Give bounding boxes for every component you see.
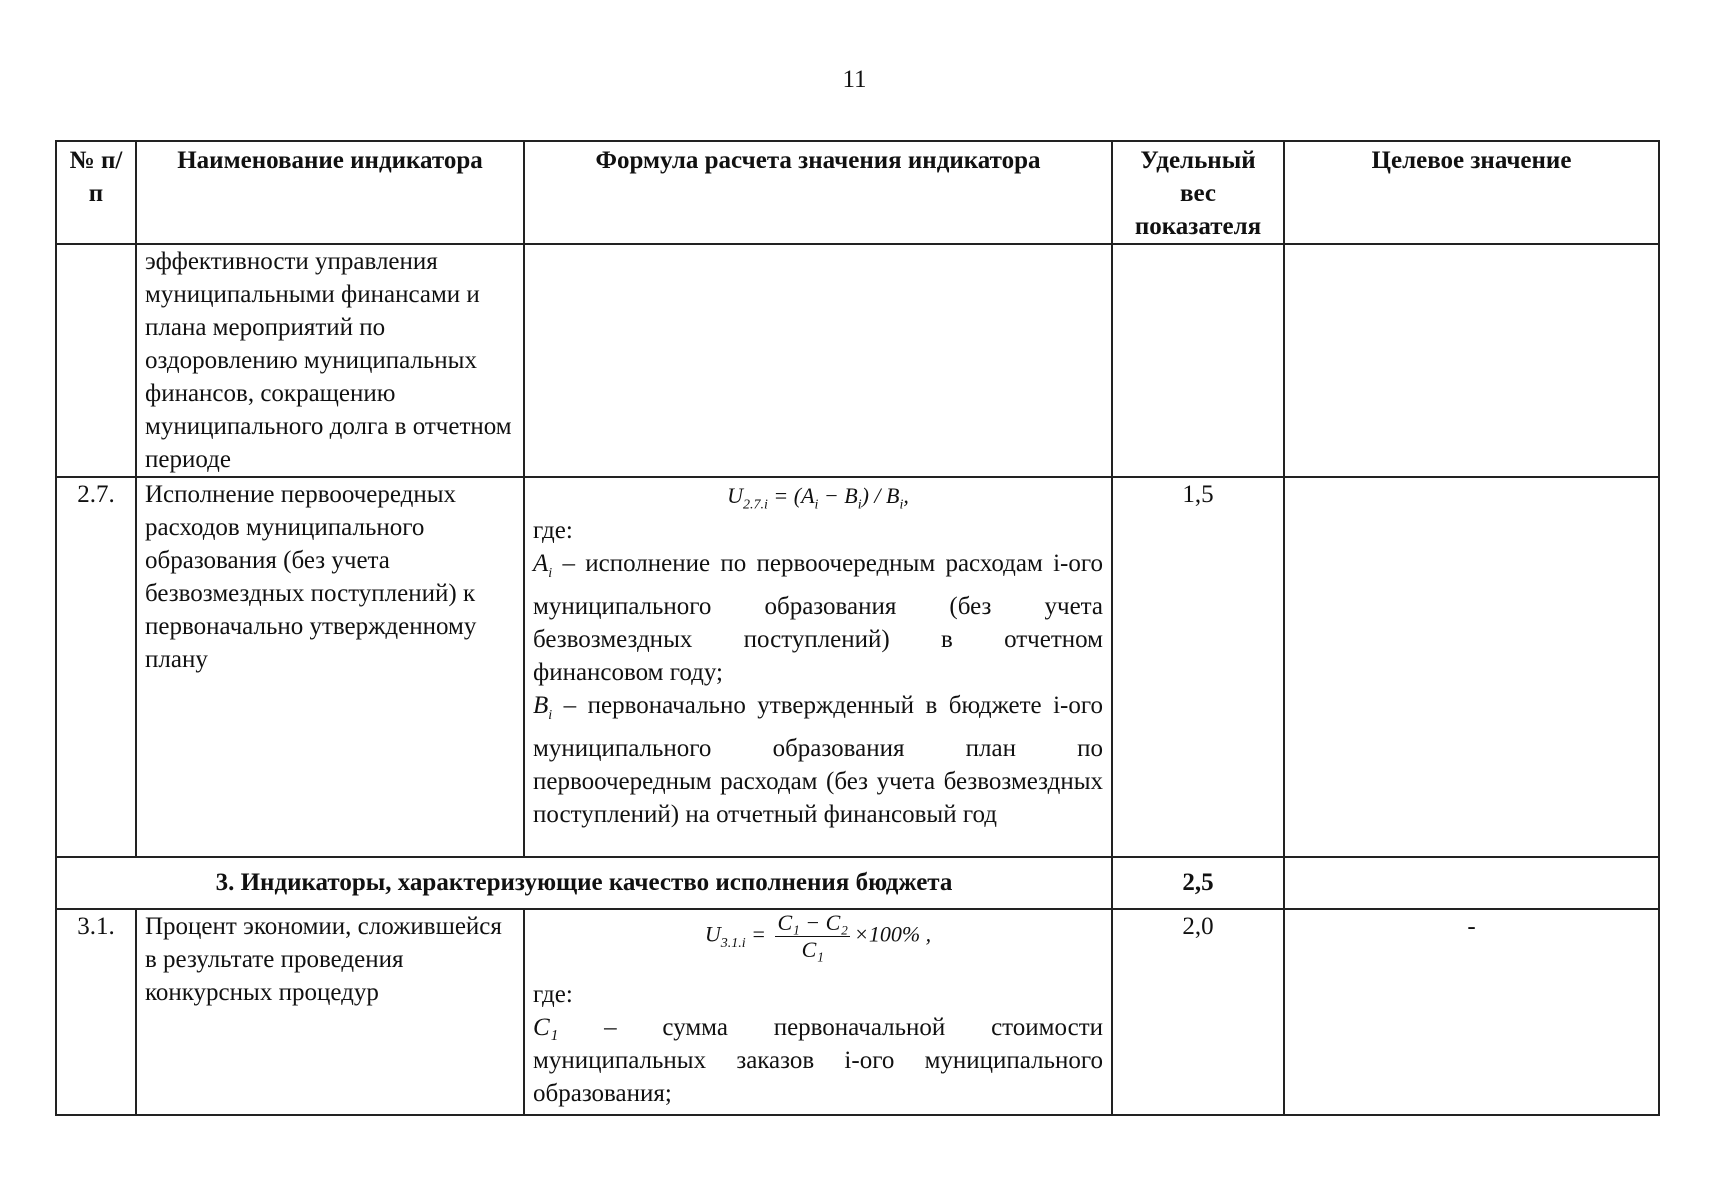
var-a-desc: $A_i$ – исполнение по первоочередным расходам i-ого муниципального образования (без учета безвозмездных поступлений) в отчетном финансовом году; xyxy=(533,550,1103,686)
var-c1-desc: C₁ – сумма первоначальной стоимости муниципальных заказов i-ого муниципального образования; xyxy=(533,1014,1103,1107)
where-label: где: xyxy=(533,981,573,1008)
var-b-desc: $B_i$ – первоначально утвержденный в бюджете i-ого муниципального образования план по первоочередным расходам (без учета безвозмездных поступлений) на отчетный финансовый год xyxy=(533,692,1103,828)
section-weight: 2,5 xyxy=(1112,857,1284,909)
header-target: Целевое значение xyxy=(1284,141,1659,244)
table-row-2-7 xyxy=(56,477,1659,857)
cell-name: Процент экономии, сложившейся в результате проведения конкурсных процедур xyxy=(136,909,524,1115)
cell-num xyxy=(56,244,136,477)
header-num: № п/п xyxy=(56,141,136,244)
cell-target: - xyxy=(1284,909,1659,1115)
cell-num: 2.7. xyxy=(56,477,136,857)
section-target xyxy=(1284,857,1659,909)
cell-weight xyxy=(1112,244,1284,477)
indicator-table xyxy=(55,140,1660,1116)
header-weight: Удельный вес показателя xyxy=(1112,141,1284,244)
cell-weight: 1,5 xyxy=(1112,477,1284,857)
cell-formula xyxy=(524,244,1112,477)
cell-formula xyxy=(524,909,1112,1115)
where-label: где: xyxy=(533,517,573,544)
table-row-continuation xyxy=(56,244,1659,477)
formula-2-7: $U_{2.7.i} = (A_i - B_i) / B_i$, xyxy=(727,483,909,513)
cell-target xyxy=(1284,244,1659,477)
cell-formula xyxy=(524,477,1112,857)
cell-name: эффективности управления муниципальными финансами и плана мероприятий по оздоровлению муниципальных финансов, сокращению муниципального долга в отчетном периоде xyxy=(136,244,524,477)
header-name: Наименование индикатора xyxy=(136,141,524,244)
cell-target xyxy=(1284,477,1659,857)
section-3-row xyxy=(56,857,1659,909)
table-row-3-1 xyxy=(56,909,1659,1115)
section-title: 3. Индикаторы, характеризующие качество исполнения бюджета xyxy=(56,857,1112,909)
header-formula: Формула расчета значения индикатора xyxy=(524,141,1112,244)
formula-3-1: $U_{3.1.i}$ = $\frac{\text{C₁ − C₂}}{\text{C₁}}$ ×100% , xyxy=(704,910,932,962)
cell-name: Исполнение первоочередных расходов муниципального образования (без учета безвозмездных поступлений) к первоначально утвержденному плану xyxy=(136,477,524,857)
cell-num: 3.1. xyxy=(56,909,136,1115)
table-header-row xyxy=(56,141,1659,244)
page-number: 11 xyxy=(842,66,867,93)
cell-weight: 2,0 xyxy=(1112,909,1284,1115)
